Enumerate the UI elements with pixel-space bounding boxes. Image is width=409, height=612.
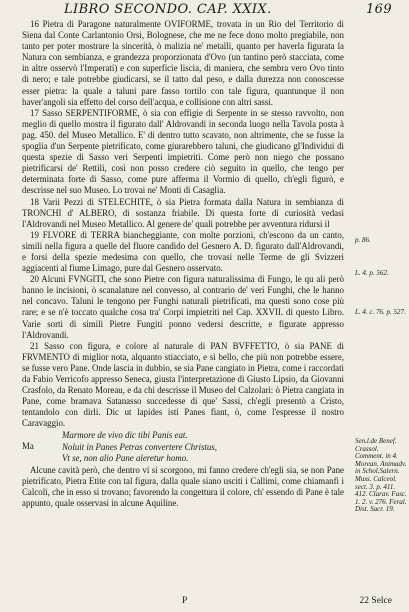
signature-mark: P [182, 596, 188, 606]
paragraph-16: 16 Pietra di Paragone naturalmente OVIFORME, trovata in un Rio del Territorio di Siena dal Conte Carlantonio Orsi, Bolognese, che me ne fece dono molto pregiabile, non tanto per poter mostrare la sincerità, ò malizia ne' metalli, quanto per haverla figurata la Natura con sembianza, e grandezza proporzionata d'Ovo (un tantino però stacciata, come in altre osservò l'Imperati) e con superficie liscia, di maniera, che sembra vero Ovo tinto di nero; e tale potrebbe giudicarsi, se il tatto dal peso, e dalla durezza non conoscesse esser pietra: la quale a taluni pare fasso tortilo con tale figura, quantunque il non haver'angoli sia effetto del corso dell'acqua, e collisione con altri sassi. [22, 19, 344, 107]
running-header [22, 2, 392, 16]
main-text [22, 19, 344, 509]
chapter-title: LIBRO SECONDO. CAP. XXIX. [64, 2, 272, 17]
margin-note: Sen.l.de Benef. Crassol. Comment. in 4. Morean. Animadv. in Schol.Salern. Muss. Calceol. sect. 3. p. 411. 412. Clarav. Fasc. 1. 2. v. 276. Feral. Dist. Sacr. 19. [355, 437, 407, 514]
verse-line: Noluit in Panes Petras convertere Christus, [62, 441, 217, 452]
verse-line: Vt se, non alio Pane aleretur homo. [62, 452, 189, 463]
closing-paragraph: Alcune cavità però, che dentro vi si scorgono, mi fanno credere ch'egli sia, se non Pane pietrificato, Pietra Etite con tal figura, dalla quale siano usciti i Callimi, come chiamanfi i Calcoli, che in esso si trovano; favorendo la congettura il colore, ch' essendo di Pane è tale appunto, quale osservasi in alcune Aquiline. [22, 464, 344, 509]
margin-note: p. 86. [355, 236, 371, 244]
margin-note: L. 4. c. 76. p. 527. [355, 308, 406, 316]
latin-verse [22, 430, 344, 463]
catchword: 22 Selce [359, 596, 392, 606]
paragraph-19: 19 FLVORE di TERRA biancheggiante, con molte porzioni, ch'escono da un canto, simili nella figura a quelle del fluore candido del Gesnero A. D. figurato dall'Aldrovandi, e forsi della spezie medesima con quello, che trovasi nelle Terme de gli Svizzeri aggiacenti al fiume Limago, pure dal Gesnero osservato. [22, 229, 344, 274]
verse-speaker: Ma [22, 441, 34, 452]
paragraph-21: 21 Sasso con figura, e colore al naturale di PAN BVFFETTO, ò sia PANE di FRVMENTO di miglior nota, alquanto stiacciato, e sì bello, che più non potrebbe essere, se fusse vero Pane. Onde lascia in dubbio, se sia Pane cangiato in Pietra, come i raccordati da Fabio Verricofo appresso Seneca, giusta l'interpretazione di Giusto Lipsio, da Giovanni Crasfolo, da Renato Moreau, e da chi descrisse il Museo del Calzolari: ò Pietra cangiata in Pane, come bramava Satanasso succedesse di que' Sassi, ch'egli presentò a Cristo, tentandolo con dirli. Dic ut lapides isti Panes fiant, ò, come l'espresse il nostro Caravaggio. [22, 340, 344, 429]
paragraph-18: 18 Varii Pezzi di STELECHITE, ò sia Pietra formata dalla Natura in sembianza di TRONCHI d' ALBERO, di sostanza friabile. Di questa forte di curiosità vedasi l'Aldrovandi nel Museo Metallico. Al genere de' quali potrebbe per avventura ridursi il [22, 196, 344, 229]
margin-note: L. 4. p. 562. [355, 269, 389, 277]
page-footer [22, 596, 392, 608]
paragraph-20: 20 Alcuni FVNGITI, che sono Pietre con figura naturalissima di Fungo, le qu ali però hanno le incisioni, ò scanalature nel convesso, al contrario de' veri Funghi, che le hanno nel concavo. Taluni le tengono per Funghi naturali pietrificati, ma questi sono cose più rare; e se n'è toccato qualche cosa tra' Corpi impietriti nel Cap. XXVII. di questo Libro. Varie sorti di simili Pietre Fungiti ponno vedersi descritte, e figurate appresso l'Aldrovandi. [22, 274, 344, 340]
verse-line: Marmore de vivo dic tibi Panis eat. [62, 430, 188, 441]
page-number: 169 [365, 2, 392, 17]
paragraph-17: 17 Sasso SERPENTIFORME, ò sia con effigie di Serpente in se stesso ravvolto, non meglio di quello mostra il figurato dall' Aldrovandi in seconda luogo nella Tavola posta à pag. 450. del Museo Metallico. E' di dentro tutto scavato, non altrimente, che se fusse la spoglia d'un Serpente pietrificato, come giurarebbero taluni, che giudicano gl'Individui di questa spezie di Sasso veri Serpenti impietriti. Come però non niego che possano pietrificarsi de' Rettili, così non posso credere ciò seguito in quello, che tengo per determinata forte di Sasso, come pure afferma il Vormio di quello, ch'egli figurò, e descrisse nel suo Museo. Lo trovai ne' Monti di Casaglia. [22, 107, 344, 196]
